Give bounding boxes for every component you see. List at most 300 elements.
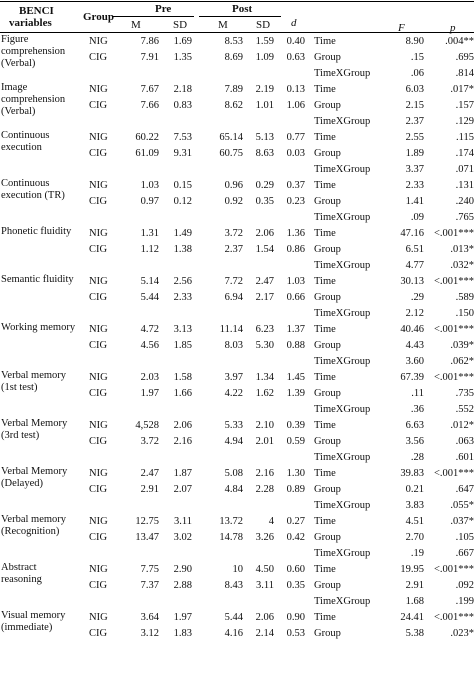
cig-pre-m: 5.44 — [140, 292, 159, 303]
p-value: .071 — [455, 164, 474, 175]
f-value: 47.16 — [400, 228, 424, 239]
f-value: .29 — [410, 292, 424, 303]
variable-label-line: (Delayed) — [1, 478, 43, 489]
p-value: .039* — [450, 340, 474, 351]
p-value: <.001*** — [433, 228, 474, 239]
cig-d: 0.89 — [286, 484, 305, 495]
variable-label-line: Abstract — [1, 562, 37, 573]
group-nig: NIG — [89, 612, 108, 623]
cig-post-m: 8.69 — [224, 52, 243, 63]
f-value: 39.83 — [400, 468, 424, 479]
f-value: .36 — [410, 404, 424, 415]
effect-label: Group — [314, 580, 341, 591]
p-value: .037* — [450, 516, 474, 527]
f-value: 4.77 — [405, 260, 424, 271]
p-value: .115 — [456, 132, 474, 143]
f-value: .06 — [410, 68, 424, 79]
nig-post-m: 5.33 — [224, 420, 243, 431]
variable-label-line: Phonetic fluidity — [1, 226, 72, 237]
nig-post-sd: 2.06 — [255, 228, 274, 239]
cig-d: 0.88 — [286, 340, 305, 351]
variable-label-line: (3rd test) — [1, 430, 40, 441]
nig-pre-sd: 3.13 — [173, 324, 192, 335]
variable-label-line: Working memory — [1, 322, 76, 333]
nig-post-m: 13.72 — [219, 516, 243, 527]
p-value: .589 — [455, 292, 474, 303]
effect-label: Time — [314, 36, 336, 47]
cig-pre-m: 7.37 — [140, 580, 159, 591]
header-p: p — [450, 22, 456, 34]
effect-label: Group — [314, 52, 341, 63]
variable-label-line: Verbal Memory — [1, 466, 68, 477]
nig-pre-m: 4,528 — [135, 420, 159, 431]
group-nig: NIG — [89, 36, 108, 47]
variable-label-line: Continuous — [1, 178, 50, 189]
cig-d: 0.03 — [286, 148, 305, 159]
effect-label: TimeXGroup — [314, 212, 371, 223]
nig-d: 0.27 — [286, 516, 305, 527]
nig-pre-m: 7.86 — [140, 36, 159, 47]
header-pre-sd: SD — [173, 19, 188, 31]
nig-pre-sd: 7.53 — [173, 132, 192, 143]
f-value: 3.56 — [405, 436, 424, 447]
cig-post-sd: 2.14 — [255, 628, 274, 639]
group-cig: CIG — [89, 100, 108, 111]
effect-label: Time — [314, 180, 336, 191]
cig-post-m: 8.62 — [224, 100, 243, 111]
cig-d: 0.59 — [286, 436, 305, 447]
cig-pre-m: 0.97 — [140, 196, 159, 207]
f-value: 2.55 — [405, 132, 424, 143]
f-value: 8.90 — [405, 36, 424, 47]
effect-label: Time — [314, 228, 336, 239]
cig-pre-sd: 0.12 — [173, 196, 192, 207]
cig-post-sd: 2.28 — [255, 484, 274, 495]
nig-pre-sd: 2.18 — [173, 84, 192, 95]
f-value: 6.03 — [405, 84, 424, 95]
nig-pre-m: 1.03 — [140, 180, 159, 191]
p-value: .063 — [455, 436, 474, 447]
effect-label: Time — [314, 612, 336, 623]
cig-post-sd: 3.11 — [256, 580, 274, 591]
group-cig: CIG — [89, 52, 108, 63]
p-value: <.001*** — [433, 564, 474, 575]
cig-pre-sd: 2.07 — [173, 484, 192, 495]
cig-pre-m: 1.97 — [140, 388, 159, 399]
nig-d: 0.37 — [286, 180, 305, 191]
f-value: 1.89 — [405, 148, 424, 159]
effect-label: Group — [314, 484, 341, 495]
cig-pre-sd: 2.88 — [173, 580, 192, 591]
f-value: 2.70 — [405, 532, 424, 543]
group-nig: NIG — [89, 516, 108, 527]
cig-post-m: 6.94 — [224, 292, 243, 303]
group-nig: NIG — [89, 564, 108, 575]
effect-label: Time — [314, 516, 336, 527]
nig-d: 1.45 — [286, 372, 305, 383]
p-value: <.001*** — [433, 372, 474, 383]
cig-post-sd: 5.30 — [255, 340, 274, 351]
cig-pre-m: 2.91 — [140, 484, 159, 495]
nig-pre-m: 2.03 — [140, 372, 159, 383]
effect-label: Group — [314, 436, 341, 447]
nig-pre-m: 7.67 — [140, 84, 159, 95]
f-value: 67.39 — [400, 372, 424, 383]
nig-d: 0.13 — [286, 84, 305, 95]
nig-post-sd: 5.13 — [255, 132, 274, 143]
variable-label-line: (Verbal) — [1, 106, 36, 117]
cig-d: 0.86 — [286, 244, 305, 255]
p-value: .105 — [455, 532, 474, 543]
nig-post-sd: 1.34 — [255, 372, 274, 383]
cig-pre-sd: 2.16 — [173, 436, 192, 447]
cig-post-sd: 1.54 — [255, 244, 274, 255]
variable-label-line: execution — [1, 142, 42, 153]
p-value: .199 — [455, 596, 474, 607]
nig-pre-sd: 1.87 — [173, 468, 192, 479]
variable-label-line: execution (TR) — [1, 190, 65, 201]
group-nig: NIG — [89, 420, 108, 431]
p-value: .765 — [455, 212, 474, 223]
nig-post-sd: 2.47 — [255, 276, 274, 287]
cig-d: 0.66 — [286, 292, 305, 303]
effect-label: Group — [314, 244, 341, 255]
p-value: .055* — [450, 500, 474, 511]
nig-post-m: 8.53 — [224, 36, 243, 47]
f-value: 2.37 — [405, 116, 424, 127]
nig-post-m: 5.44 — [224, 612, 243, 623]
nig-pre-sd: 2.56 — [173, 276, 192, 287]
cig-pre-m: 13.47 — [135, 532, 159, 543]
p-value: .735 — [455, 388, 474, 399]
cig-post-sd: 8.63 — [255, 148, 274, 159]
effect-label: Time — [314, 324, 336, 335]
variable-label — [1, 178, 83, 202]
group-cig: CIG — [89, 580, 108, 591]
f-value: .11 — [411, 388, 424, 399]
nig-pre-sd: 1.69 — [173, 36, 192, 47]
p-value: .013* — [450, 244, 474, 255]
variable-label-line: Figure — [1, 34, 29, 45]
cig-d: 0.63 — [286, 52, 305, 63]
p-value: .004** — [445, 36, 474, 47]
group-cig: CIG — [89, 340, 108, 351]
cig-post-sd: 2.17 — [255, 292, 274, 303]
f-value: .28 — [410, 452, 424, 463]
nig-pre-m: 4.72 — [140, 324, 159, 335]
post-underline — [199, 16, 281, 17]
cig-pre-m: 4.56 — [140, 340, 159, 351]
group-cig: CIG — [89, 292, 108, 303]
nig-d: 1.30 — [286, 468, 305, 479]
f-value: 40.46 — [400, 324, 424, 335]
cig-post-m: 4.84 — [224, 484, 243, 495]
effect-label: TimeXGroup — [314, 452, 371, 463]
effect-label: Group — [314, 292, 341, 303]
cig-d: 0.53 — [286, 628, 305, 639]
f-value: 4.43 — [405, 340, 424, 351]
p-value: .814 — [455, 68, 474, 79]
cig-post-m: 4.22 — [224, 388, 243, 399]
f-value: 2.91 — [405, 580, 424, 591]
variable-label — [1, 274, 83, 286]
nig-d: 1.37 — [286, 324, 305, 335]
f-value: 5.38 — [405, 628, 424, 639]
variable-label — [1, 370, 83, 394]
nig-pre-m: 5.14 — [140, 276, 159, 287]
group-cig: CIG — [89, 436, 108, 447]
variable-label-line: Verbal Memory — [1, 418, 68, 429]
group-nig: NIG — [89, 468, 108, 479]
group-nig: NIG — [89, 132, 108, 143]
p-value: .174 — [455, 148, 474, 159]
effect-label: Group — [314, 532, 341, 543]
cig-pre-sd: 1.83 — [173, 628, 192, 639]
nig-post-sd: 2.06 — [255, 612, 274, 623]
cig-post-m: 0.92 — [224, 196, 243, 207]
effect-label: TimeXGroup — [314, 404, 371, 415]
p-value: .695 — [455, 52, 474, 63]
p-value: <.001*** — [433, 468, 474, 479]
f-value: 0.21 — [405, 484, 424, 495]
variable-label — [1, 226, 83, 238]
nig-post-m: 5.08 — [224, 468, 243, 479]
group-nig: NIG — [89, 276, 108, 287]
cig-post-m: 2.37 — [224, 244, 243, 255]
nig-post-m: 3.72 — [224, 228, 243, 239]
effect-label: TimeXGroup — [314, 548, 371, 559]
effect-label: Group — [314, 100, 341, 111]
p-value: .601 — [455, 452, 474, 463]
header-pre-m: M — [131, 19, 141, 31]
table-top-rule — [0, 1, 474, 2]
p-value: .240 — [455, 196, 474, 207]
variable-label-line: (immediate) — [1, 622, 53, 633]
cig-pre-m: 7.66 — [140, 100, 159, 111]
group-cig: CIG — [89, 628, 108, 639]
variable-label — [1, 418, 83, 442]
nig-post-sd: 6.23 — [255, 324, 274, 335]
effect-label: Group — [314, 196, 341, 207]
variable-label — [1, 34, 83, 70]
effect-label: Group — [314, 388, 341, 399]
nig-post-sd: 2.16 — [255, 468, 274, 479]
effect-label: Group — [314, 628, 341, 639]
effect-label: Group — [314, 340, 341, 351]
p-value: .032* — [450, 260, 474, 271]
p-value: <.001*** — [433, 324, 474, 335]
cig-pre-sd: 2.33 — [173, 292, 192, 303]
nig-pre-sd: 1.49 — [173, 228, 192, 239]
cig-post-sd: 2.01 — [255, 436, 274, 447]
cig-post-m: 4.94 — [224, 436, 243, 447]
variable-label-line: (1st test) — [1, 382, 38, 393]
nig-d: 0.77 — [286, 132, 305, 143]
cig-post-sd: 3.26 — [255, 532, 274, 543]
p-value: .131 — [455, 180, 474, 191]
f-value: 2.12 — [405, 308, 424, 319]
nig-post-m: 0.96 — [224, 180, 243, 191]
cig-pre-sd: 1.38 — [173, 244, 192, 255]
p-value: .023* — [450, 628, 474, 639]
group-cig: CIG — [89, 388, 108, 399]
nig-post-sd: 4 — [268, 516, 274, 527]
cig-pre-sd: 0.83 — [173, 100, 192, 111]
header-benci: BENCI — [19, 5, 54, 17]
p-value: .017* — [450, 84, 474, 95]
header-post-m: M — [218, 19, 228, 31]
nig-post-m: 3.97 — [224, 372, 243, 383]
cig-post-m: 60.75 — [219, 148, 243, 159]
header-group: Group — [83, 11, 114, 23]
p-value: <.001*** — [433, 276, 474, 287]
variable-label — [1, 562, 83, 586]
p-value: .012* — [450, 420, 474, 431]
nig-post-m: 11.14 — [219, 324, 243, 335]
variable-label — [1, 322, 83, 334]
cig-pre-m: 3.12 — [140, 628, 159, 639]
cig-pre-m: 1.12 — [140, 244, 159, 255]
effect-label: Time — [314, 84, 336, 95]
f-value: .15 — [410, 52, 424, 63]
f-value: 3.37 — [405, 164, 424, 175]
variable-label — [1, 130, 83, 154]
cig-post-m: 8.43 — [224, 580, 243, 591]
variable-label — [1, 466, 83, 490]
f-value: 24.41 — [400, 612, 424, 623]
effect-label: Time — [314, 372, 336, 383]
cig-pre-sd: 1.85 — [173, 340, 192, 351]
effect-label: TimeXGroup — [314, 116, 371, 127]
effect-label: TimeXGroup — [314, 308, 371, 319]
group-nig: NIG — [89, 180, 108, 191]
cig-pre-sd: 1.35 — [173, 52, 192, 63]
effect-label: TimeXGroup — [314, 356, 371, 367]
nig-d: 0.40 — [286, 36, 305, 47]
nig-post-m: 7.89 — [224, 84, 243, 95]
p-value: .129 — [455, 116, 474, 127]
effect-label: Time — [314, 276, 336, 287]
variable-label-line: comprehension — [1, 94, 66, 105]
nig-pre-sd: 2.90 — [173, 564, 192, 575]
nig-d: 1.03 — [286, 276, 305, 287]
variable-label — [1, 514, 83, 538]
p-value: .062* — [450, 356, 474, 367]
cig-post-sd: 1.09 — [255, 52, 274, 63]
f-value: 3.60 — [405, 356, 424, 367]
cig-d: 1.06 — [286, 100, 305, 111]
f-value: 1.41 — [405, 196, 424, 207]
f-value: 2.15 — [405, 100, 424, 111]
f-value: .19 — [410, 548, 424, 559]
nig-post-m: 7.72 — [224, 276, 243, 287]
nig-pre-m: 7.75 — [140, 564, 159, 575]
cig-d: 0.42 — [286, 532, 305, 543]
variable-label-line: Semantic fluidity — [1, 274, 74, 285]
nig-pre-m: 60.22 — [135, 132, 159, 143]
group-cig: CIG — [89, 532, 108, 543]
header-variables: variables — [9, 17, 52, 29]
header-d: d — [291, 17, 297, 29]
cig-d: 0.35 — [286, 580, 305, 591]
group-nig: NIG — [89, 372, 108, 383]
nig-pre-sd: 2.06 — [173, 420, 192, 431]
nig-pre-m: 2.47 — [140, 468, 159, 479]
variable-label-line: (Recognition) — [1, 526, 60, 537]
variable-label-line: Image — [1, 82, 28, 93]
nig-d: 1.36 — [286, 228, 305, 239]
f-value: 6.63 — [405, 420, 424, 431]
f-value: 6.51 — [405, 244, 424, 255]
f-value: .09 — [410, 212, 424, 223]
cig-pre-m: 61.09 — [135, 148, 159, 159]
p-value: <.001*** — [433, 612, 474, 623]
group-nig: NIG — [89, 228, 108, 239]
effect-label: Time — [314, 132, 336, 143]
cig-d: 1.39 — [286, 388, 305, 399]
nig-pre-sd: 3.11 — [174, 516, 192, 527]
nig-pre-sd: 0.15 — [173, 180, 192, 191]
header-bottom-rule — [0, 32, 474, 33]
nig-pre-m: 12.75 — [135, 516, 159, 527]
cig-post-sd: 1.62 — [255, 388, 274, 399]
nig-post-sd: 2.19 — [255, 84, 274, 95]
nig-post-m: 65.14 — [219, 132, 243, 143]
nig-d: 0.39 — [286, 420, 305, 431]
f-value: 2.33 — [405, 180, 424, 191]
effect-label: TimeXGroup — [314, 68, 371, 79]
p-value: .092 — [455, 580, 474, 591]
f-value: 3.83 — [405, 500, 424, 511]
nig-post-sd: 1.59 — [255, 36, 274, 47]
cig-pre-sd: 9.31 — [173, 148, 192, 159]
variable-label-line: (Verbal) — [1, 58, 36, 69]
effect-label: Time — [314, 564, 336, 575]
variable-label-line: comprehension — [1, 46, 66, 57]
p-value: .552 — [455, 404, 474, 415]
nig-post-sd: 4.50 — [255, 564, 274, 575]
cig-pre-sd: 1.66 — [173, 388, 192, 399]
f-value: 30.13 — [400, 276, 424, 287]
group-cig: CIG — [89, 484, 108, 495]
header-post-sd: SD — [256, 19, 271, 31]
nig-pre-m: 3.64 — [140, 612, 159, 623]
effect-label: TimeXGroup — [314, 596, 371, 607]
variable-label-line: Visual memory — [1, 610, 66, 621]
cig-post-sd: 0.35 — [255, 196, 274, 207]
cig-post-sd: 1.01 — [255, 100, 274, 111]
cig-post-m: 4.16 — [224, 628, 243, 639]
nig-post-sd: 2.10 — [255, 420, 274, 431]
nig-post-sd: 0.29 — [255, 180, 274, 191]
nig-d: 0.90 — [286, 612, 305, 623]
variable-label-line: Verbal memory — [1, 514, 67, 525]
group-cig: CIG — [89, 148, 108, 159]
group-cig: CIG — [89, 196, 108, 207]
group-nig: NIG — [89, 84, 108, 95]
pre-underline — [112, 16, 194, 17]
header-f: F — [398, 22, 405, 34]
p-value: .150 — [455, 308, 474, 319]
cig-post-m: 8.03 — [224, 340, 243, 351]
nig-pre-sd: 1.58 — [173, 372, 192, 383]
effect-label: Time — [314, 420, 336, 431]
header-post: Post — [232, 3, 253, 15]
nig-pre-sd: 1.97 — [173, 612, 192, 623]
cig-pre-sd: 3.02 — [173, 532, 192, 543]
variable-label — [1, 82, 83, 118]
cig-pre-m: 7.91 — [140, 52, 159, 63]
